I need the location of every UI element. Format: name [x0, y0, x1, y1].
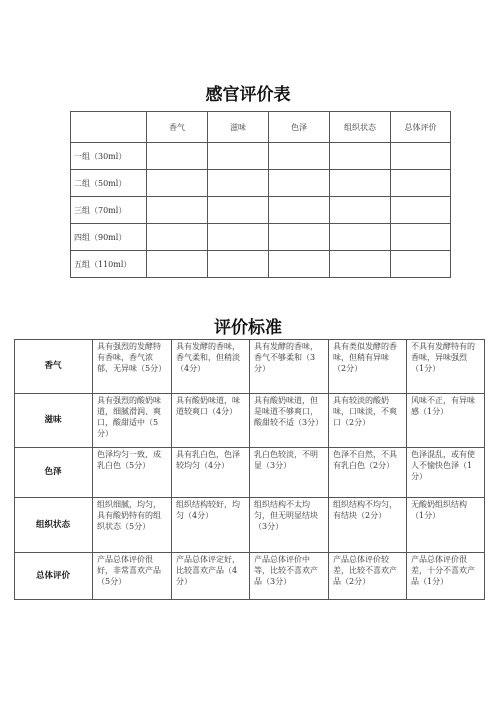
criteria-cell: 色泽不自然，不具有乳白色（2分）: [329, 448, 407, 498]
criteria-row-aroma: [15, 340, 485, 394]
criteria-cell: 不具有发酵特有的香味，异味强烈（1分）: [407, 340, 485, 394]
row-label: 三组（70ml）: [71, 197, 147, 224]
sensory-evaluation-table: [70, 111, 451, 278]
criteria-cell: 具有强烈的酸奶味道，细腻滑润、爽口，酸甜适中（5分）: [93, 394, 172, 448]
criteria-cell: 具有乳白色，色泽较均匀（4分）: [172, 448, 250, 498]
criteria-cell: 具有酸奶味道，味道较爽口（4分）: [172, 394, 250, 448]
score-cell: [330, 170, 391, 197]
score-cell: [208, 251, 269, 278]
header-cell-overall: 总体评价: [391, 112, 451, 143]
header-cell-taste: 滋味: [208, 112, 269, 143]
header-cell-aroma: 香气: [147, 112, 208, 143]
criteria-row-color: [15, 448, 485, 498]
table-header-row: [71, 112, 451, 143]
criteria-cell: 组织细腻，均匀，具有酸奶特有的组织状态（5分）: [93, 498, 172, 553]
criteria-cell: 产品总体评定好，比较喜欢产品（4分）: [172, 553, 250, 600]
criteria-cell: 具有酸奶味道，但是味道不够爽口，酸甜较不适（3分）: [250, 394, 329, 448]
evaluation-criteria-table: [14, 339, 485, 600]
criteria-cell: 具有较淡的酸奶味，口味淡，不爽口（2分）: [329, 394, 407, 448]
score-cell: [147, 143, 208, 170]
score-cell: [330, 251, 391, 278]
score-cell: [208, 170, 269, 197]
table-row: [71, 224, 451, 251]
criteria-cell: 产品总体评价很好，非常喜欢产品（5分）: [93, 553, 172, 600]
criteria-row-overall: [15, 553, 485, 600]
table-row: [71, 170, 451, 197]
score-cell: [391, 143, 451, 170]
score-cell: [269, 170, 330, 197]
header-cell-color: 色泽: [269, 112, 330, 143]
category-label: 香气: [15, 340, 93, 394]
score-cell: [269, 224, 330, 251]
criteria-cell: 无酸奶组织结构（1分）: [407, 498, 485, 553]
score-cell: [147, 197, 208, 224]
category-label: 总体评价: [15, 553, 93, 600]
row-label: 五组（110ml）: [71, 251, 147, 278]
score-cell: [269, 197, 330, 224]
score-cell: [147, 251, 208, 278]
score-cell: [208, 197, 269, 224]
criteria-cell: 具有强烈的发酵特有香味，香气浓郁，无异味（5分）: [93, 340, 172, 394]
criteria-cell: 组织结构较好，均匀（4分）: [172, 498, 250, 553]
category-label: 色泽: [15, 448, 93, 498]
table-row: [71, 197, 451, 224]
criteria-cell: 产品总体评价较差，比较不喜欢产品（2分）: [329, 553, 407, 600]
score-cell: [330, 197, 391, 224]
criteria-cell: 风味不正，有异味感（1分）: [407, 394, 485, 448]
score-cell: [330, 143, 391, 170]
table-row: [71, 251, 451, 278]
criteria-cell: 具有发酵的香味，香气柔和，但稍淡（4分）: [172, 340, 250, 394]
criteria-cell: 组织结构不太均匀，但无明显结块（3分）: [250, 498, 329, 553]
score-cell: [330, 224, 391, 251]
score-cell: [391, 197, 451, 224]
score-cell: [208, 143, 269, 170]
score-cell: [391, 251, 451, 278]
criteria-cell: 乳白色较淡，不明显（3分）: [250, 448, 329, 498]
score-cell: [391, 224, 451, 251]
criteria-cell: 具有类似发酵的香味，但稍有异味（2分）: [329, 340, 407, 394]
row-label: 一组（30ml）: [71, 143, 147, 170]
criteria-cell: 色泽均匀一致，成乳白色（5分）: [93, 448, 172, 498]
score-cell: [147, 224, 208, 251]
score-cell: [391, 170, 451, 197]
criteria-cell: 产品总体评价中等，比较不喜欢产品（3分）: [250, 553, 329, 600]
criteria-cell: 组织结构不均匀，有结块（2分）: [329, 498, 407, 553]
score-cell: [269, 251, 330, 278]
criteria-cell: 具有发酵的香味，香气不够柔和（3分）: [250, 340, 329, 394]
section-title-standard: 评价标准: [214, 318, 282, 338]
criteria-cell: 色泽混乱，或有使人不愉快色泽（1分）: [407, 448, 485, 498]
category-label: 组织状态: [15, 498, 93, 553]
row-label: 二组（50ml）: [71, 170, 147, 197]
criteria-row-texture: [15, 498, 485, 553]
header-cell-empty: [71, 112, 147, 143]
header-cell-texture: 组织状态: [330, 112, 391, 143]
score-cell: [269, 143, 330, 170]
score-cell: [208, 224, 269, 251]
score-cell: [147, 170, 208, 197]
table-row: [71, 143, 451, 170]
category-label: 滋味: [15, 394, 93, 448]
page-title: 感官评价表: [205, 85, 291, 105]
criteria-row-taste: [15, 394, 485, 448]
criteria-cell: 产品总体评价很差，十分不喜欢产品（1分）: [407, 553, 485, 600]
row-label: 四组（90ml）: [71, 224, 147, 251]
